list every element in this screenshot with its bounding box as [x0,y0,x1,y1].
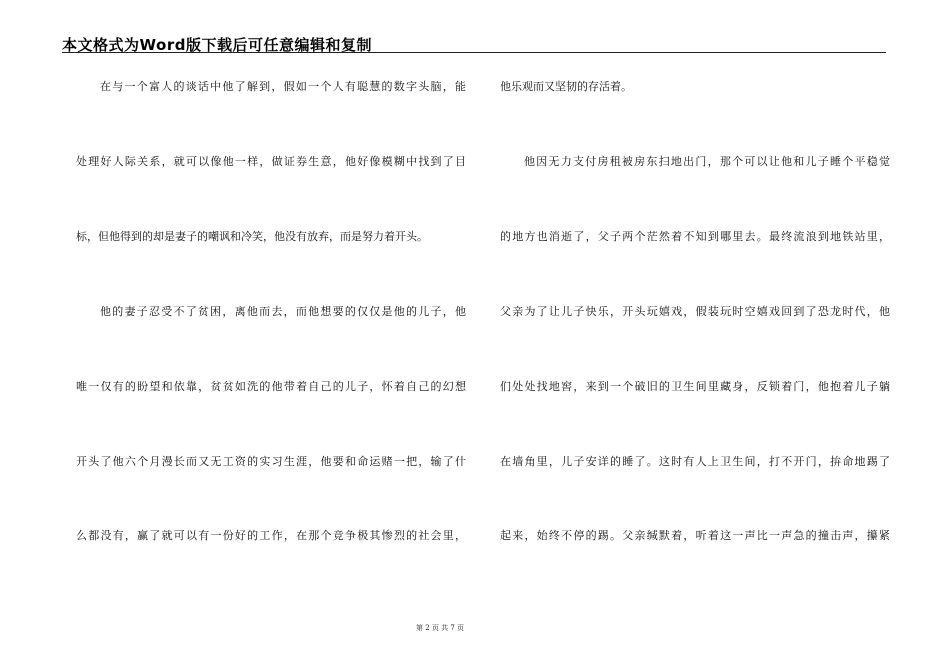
text-line: 么都没有，赢了就可以有一份好的工作，在那个竞争极其惨烈的社会里， [76,529,466,542]
header-title: 本文格式为Word版下载后可任意编辑和复制 [62,36,372,54]
page-number: 第 2 页 共 7 页 [415,624,465,632]
text-line: 他因无力支付房租被房东扫地出门，那个可以让他和儿子睡个平稳觉 [524,155,890,168]
text-line: 处理好人际关系，就可以像他一样，做证券生意，他好像模糊中找到了目 [76,155,466,168]
text-line: 开头了他六个月漫长而又无工资的实习生涯，他要和命运赌一把，输了什 [76,455,466,468]
text-line: 起来，始终不停的踢。父亲缄默着，听着这一声比一声急的撞击声，攥紧 [500,529,890,542]
text-line: 唯一仅有的盼望和依靠，贫贫如洗的他带着自己的儿子，怀着自己的幻想 [76,380,466,393]
header-divider [62,52,886,53]
text-line: 他的妻子忍受不了贫困，离他而去，而他想要的仅仅是他的儿子，他 [100,305,466,318]
text-line: 在与一个富人的谈话中他了解到，假如一个人有聪慧的数字头脑，能 [100,80,466,93]
text-line: 在墙角里，儿子安详的睡了。这时有人上卫生间，打不开门，拚命地踢了 [500,455,890,468]
text-line: 父亲为了让儿子快乐，开头玩嬉戏，假装玩时空嬉戏回到了恐龙时代，他 [500,305,890,318]
text-line: 标，但他得到的却是妻子的嘲讽和冷笑，他没有放弃，而是努力着开头。 [76,230,428,243]
text-line: 他乐观而又坚韧的存活着。 [500,80,632,93]
text-line: 们处处找地窖，来到一个破旧的卫生间里藏身，反锁着门，他抱着儿子躺 [500,380,890,393]
text-line: 的地方也消逝了，父子两个茫然着不知到哪里去。最终流浪到地铁站里， [500,230,890,243]
